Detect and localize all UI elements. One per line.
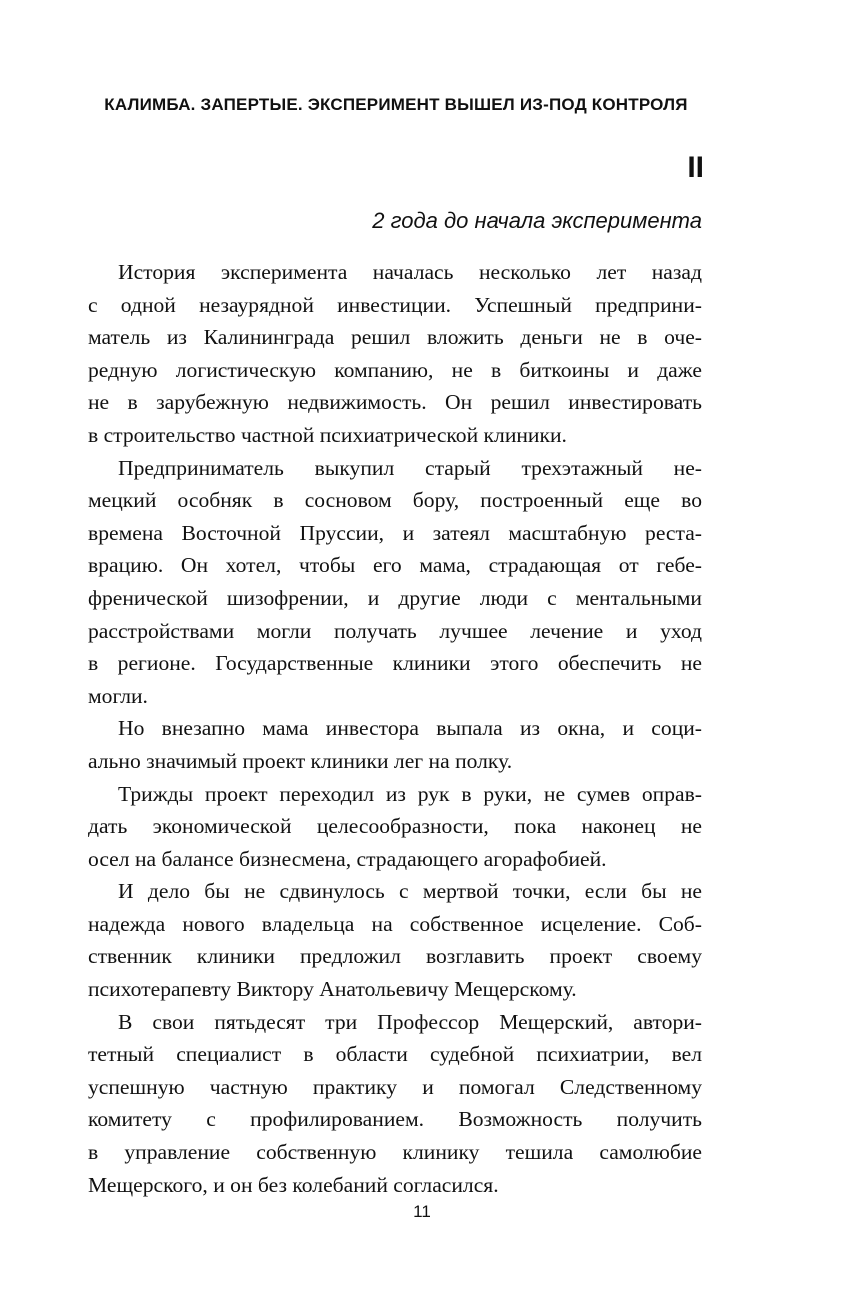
text-line: тетный специалист в области судебной психиатрии, вел bbox=[88, 1042, 702, 1067]
text-line: комитету с профилированием. Возможность получить bbox=[88, 1107, 702, 1132]
text-line: с одной незаурядной инвестиции. Успешный предприни- bbox=[88, 292, 702, 317]
paragraph bbox=[88, 1006, 702, 1202]
chapter-number: II bbox=[687, 151, 704, 184]
text-line: В свои пятьдесят три Профессор Мещерский, автори- bbox=[118, 1009, 702, 1034]
text-line: времена Восточной Пруссии, и затеял масштабную реста- bbox=[88, 520, 702, 545]
text-line: могли. bbox=[88, 683, 148, 708]
text-line: френической шизофрении, и другие люди с ментальными bbox=[88, 585, 702, 610]
text-line: ственник клиники предложил возглавить проект своему bbox=[88, 944, 702, 969]
text-line: ально значимый проект клиники лег на полку. bbox=[88, 748, 513, 773]
text-line: успешную частную практику и помогал Следственному bbox=[88, 1074, 702, 1099]
running-head: КАЛИМБА. ЗАПЕРТЫЕ. ЭКСПЕРИМЕНТ ВЫШЕЛ ИЗ-ПОД КОНТРОЛЯ bbox=[104, 95, 688, 114]
text-line: надежда нового владельца на собственное исцеление. Соб- bbox=[88, 911, 702, 936]
text-line: редную логистическую компанию, не в биткоины и даже bbox=[88, 357, 702, 382]
text-line: мецкий особняк в сосновом бору, построенный еще во bbox=[88, 488, 702, 513]
paragraph bbox=[88, 452, 702, 713]
paragraph bbox=[88, 778, 702, 876]
text-line: матель из Калининграда решил вложить деньги не в оче- bbox=[88, 325, 702, 350]
paragraph bbox=[88, 712, 702, 777]
text-line: Но внезапно мама инвестора выпала из окна, и соци- bbox=[118, 716, 702, 741]
text-line: Мещерского, и он без колебаний согласился. bbox=[88, 1172, 499, 1197]
text-line: расстройствами могли получать лучшее лечение и уход bbox=[88, 618, 702, 643]
text-line: в управление собственную клинику тешила самолюбие bbox=[88, 1140, 702, 1165]
text-line: психотерапевту Виктору Анатольевичу Мещерскому. bbox=[88, 977, 577, 1002]
text-line: в регионе. Государственные клиники этого обеспечить не bbox=[88, 651, 702, 676]
text-line: не в зарубежную недвижимость. Он решил инвестировать bbox=[88, 390, 702, 415]
text-line: Предприниматель выкупил старый трехэтажный не- bbox=[118, 455, 702, 480]
text-line: в строительство частной психиатрической клиники. bbox=[88, 422, 567, 447]
chapter-subtitle: 2 года до начала эксперимента bbox=[372, 208, 702, 233]
text-line: врацию. Он хотел, чтобы его мама, страдающая от гебе- bbox=[88, 553, 702, 578]
body-text bbox=[88, 256, 702, 1201]
paragraph bbox=[88, 256, 702, 452]
text-line: Трижды проект переходил из рук в руки, не сумев оправ- bbox=[118, 781, 702, 806]
paragraph bbox=[88, 875, 702, 1005]
page-number: 11 bbox=[413, 1202, 431, 1221]
text-line: И дело бы не сдвинулось с мертвой точки, если бы не bbox=[118, 879, 702, 904]
text-line: дать экономической целесообразности, пока наконец не bbox=[88, 814, 702, 839]
text-line: История эксперимента началась несколько лет назад bbox=[118, 260, 702, 284]
text-line: осел на балансе бизнесмена, страдающего агорафобией. bbox=[88, 846, 607, 871]
